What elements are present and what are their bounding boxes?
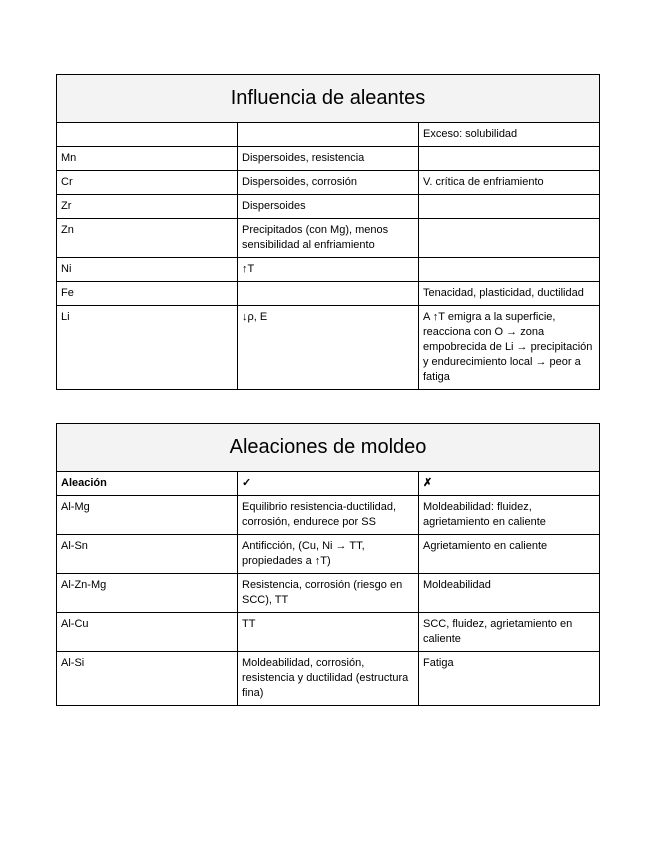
alloying-influence-table — [56, 74, 600, 390]
table-cell: Zr — [57, 195, 238, 219]
table-row — [57, 574, 600, 613]
table-cell: Al-Cu — [57, 613, 238, 652]
table-cell: ↓ρ, E — [238, 306, 419, 390]
table-cell: A ↑T emigra a la superficie, reacciona con O → zona empobrecida de Li → precipitación y endurecimiento local → peor a fatiga — [419, 306, 600, 390]
table-cell: Equilibrio resistencia-ductilidad, corrosión, endurece por SS — [238, 496, 419, 535]
casting-table-body — [57, 496, 600, 706]
table-row — [57, 535, 600, 574]
table-row — [57, 613, 600, 652]
table-cell: Li — [57, 306, 238, 390]
table-cell: Moldeabilidad: fluidez, agrietamiento en caliente — [419, 496, 600, 535]
table-cell: ↑T — [238, 258, 419, 282]
table-cell: Resistencia, corrosión (riesgo en SCC), TT — [238, 574, 419, 613]
table-cell: Antificción, (Cu, Ni → TT, propiedades a ↑T) — [238, 535, 419, 574]
table-cell: SCC, fluidez, agrietamiento en caliente — [419, 613, 600, 652]
table-cell — [238, 123, 419, 147]
table-row — [57, 496, 600, 535]
table-row — [57, 123, 600, 147]
table-cell — [238, 282, 419, 306]
table-cell — [57, 123, 238, 147]
header-cons-cross-icon: ✗ — [419, 472, 600, 496]
table-cell: Al-Si — [57, 652, 238, 706]
table-row — [57, 171, 600, 195]
table-cell: Precipitados (con Mg), menos sensibilidad al enfriamiento — [238, 219, 419, 258]
table-cell: Tenacidad, plasticidad, ductilidad — [419, 282, 600, 306]
table-cell: Agrietamiento en caliente — [419, 535, 600, 574]
table-row — [57, 652, 600, 706]
casting-alloys-table — [56, 423, 600, 706]
table-cell: Ni — [57, 258, 238, 282]
alloying-table-body — [57, 123, 600, 390]
casting-table-title: Aleaciones de moldeo — [57, 424, 600, 472]
table-cell: Exceso: solubilidad — [419, 123, 600, 147]
table-cell — [419, 219, 600, 258]
table-cell: Zn — [57, 219, 238, 258]
table-cell: Fe — [57, 282, 238, 306]
table-cell: Moldeabilidad, corrosión, resistencia y ductilidad (estructura fina) — [238, 652, 419, 706]
table-row — [57, 219, 600, 258]
table-cell: Dispersoides — [238, 195, 419, 219]
table-cell: Cr — [57, 171, 238, 195]
table-row — [57, 195, 600, 219]
alloying-table-title: Influencia de aleantes — [57, 75, 600, 123]
table-cell: Dispersoides, resistencia — [238, 147, 419, 171]
table-cell: Al-Zn-Mg — [57, 574, 238, 613]
table-cell: Mn — [57, 147, 238, 171]
table-cell: Moldeabilidad — [419, 574, 600, 613]
table-cell — [419, 258, 600, 282]
table-cell: Fatiga — [419, 652, 600, 706]
table-cell: Dispersoides, corrosión — [238, 171, 419, 195]
table-cell: Al-Sn — [57, 535, 238, 574]
table-cell: V. crítica de enfriamiento — [419, 171, 600, 195]
table-row — [57, 306, 600, 390]
table-row — [57, 147, 600, 171]
table-row — [57, 282, 600, 306]
header-pros-check-icon: ✓ — [238, 472, 419, 496]
header-alloy: Aleación — [57, 472, 238, 496]
table-row — [57, 258, 600, 282]
table-cell: TT — [238, 613, 419, 652]
table-cell — [419, 195, 600, 219]
table-cell: Al-Mg — [57, 496, 238, 535]
table-cell — [419, 147, 600, 171]
